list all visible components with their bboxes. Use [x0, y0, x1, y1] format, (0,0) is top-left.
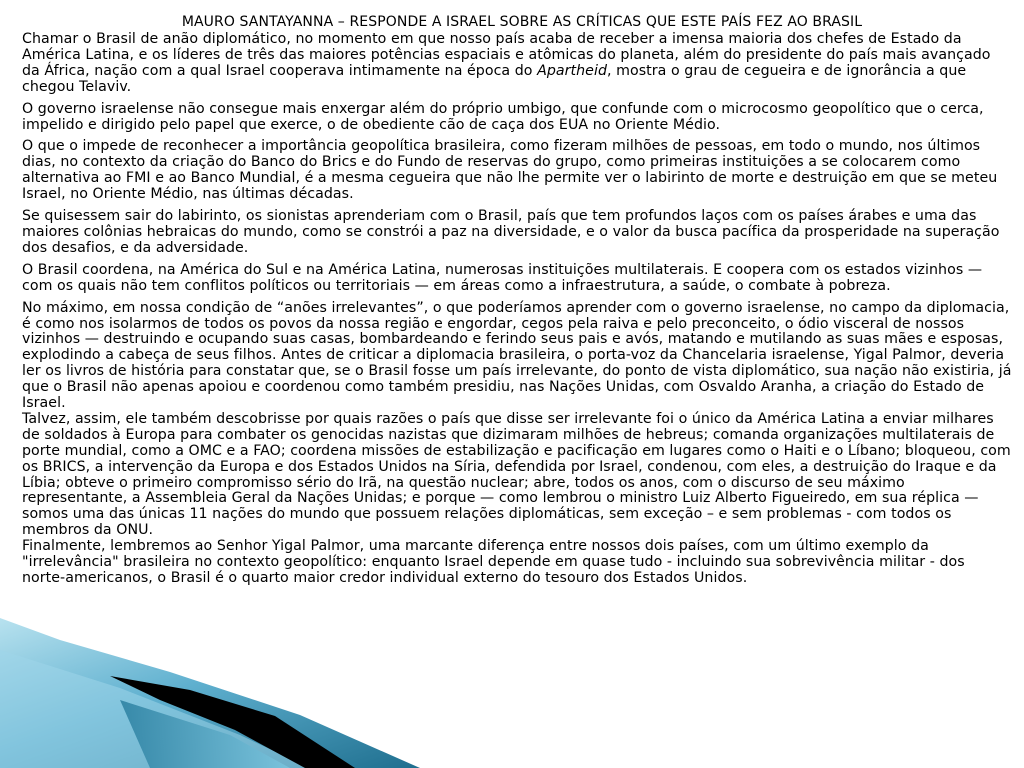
paragraph-2: O governo israelense não consegue mais enxergar além do próprio umbigo, que confunde com o microcosmo geopolítico que o cerca, impelido e dirigido pelo papel que exerce, o de obediente cão de caça dos EUA no Oriente Médio. [22, 100, 984, 133]
apartheid-italic: Apartheid [537, 62, 608, 79]
paragraph-8: Finalmente, lembremos ao Senhor Yigal Palmor, uma marcante diferença entre nossos dois países, com um último exemplo da "irrelevância" brasileira no contexto geopolítico: enquanto Israel depende em quase tudo - incluindo sua sobrevivência militar - dos norte-americanos, o Brasil é o quarto maior credor individual externo do tesouro dos Estados Unidos. [22, 538, 965, 586]
paragraph-1-text-end: , mostra o grau de cegueira e de ignorância a que chegou Telaviv. [22, 62, 967, 95]
paragraph-5: O Brasil coordena, na América do Sul e na América Latina, numerosas instituições multilaterais. E coopera com os estados vizinhos — com os quais não tem conflitos políticos ou territoriais — em áreas como a infraestrutura, a saúde, o combate à pobreza. [22, 261, 983, 294]
document-title: MAURO SANTAYANNA – RESPONDE A ISRAEL SOBRE AS CRÍTICAS QUE ESTE PAÍS FEZ AO BRASIL [181, 14, 863, 30]
paragraph-4: Se quisessem sair do labirinto, os sionistas aprenderiam com o Brasil, país que tem profundos laços com os países árabes e uma das maiores colônias hebraicas do mundo, como se constrói a paz na diversidade, e o valor da busca pacífica da prosperidade na superação dos desafios, e da adversidade. [22, 208, 1000, 256]
paragraph-7: Talvez, assim, ele também descobrisse por quais razões o país que disse ser irrelevante foi o único da América Latina a enviar milhares de soldados à Europa para combater os genocidas nazistas que dizimaram milhões de hebreus; comanda organizações multilaterais de porte mundial, como a OMC e a FAO; coordena missões de estabilização e pacificação em lugares como o Haiti e o Líbano; bloqueou, com os BRICS, a intervenção da Europa e dos Estados Unidos na Síria, defendida por Israel, condenou, com eles, a destruição do Iraque e da Líbia; obteve o primeiro compromisso sério do Irã, na questão nuclear; abre, todos os anos, com o discurso de seu máximo representante, a Assembleia Geral da Nações Unidas; e porque — como lembrou o ministro Luiz Alberto Figueiredo, em sua réplica — somos uma das únicas 11 nações do mundo que possuem relações diplomáticas, sem exceção – e sem problemas - com todos os membros da ONU. [22, 410, 1011, 539]
document-body [22, 14, 1012, 587]
paragraph-6: No máximo, em nossa condição de “anões irrelevantes”, o que poderíamos aprender com o governo israelense, no campo da diplomacia, é como nos isolarmos de todos os povos da nossa região e engordar, cegos pela raiva e pelo preconceito, o ódio visceral de nossos vizinhos — destruindo e ocupando suas casas, bombardeando e ferindo seus pais e avós, matando e mutilando as suas mães e esposas, explodindo a cabeça de seus filhos. Antes de criticar a diplomacia brasileira, o porta-voz da Chancelaria israelense, Yigal Palmor, deveria ler os livros de história para constatar que, se o Brasil fosse um país irrelevante, do ponto de vista diplomático, sua nação não existiria, já que o Brasil não apenas apoiou e coordenou como também presidiu, nas Nações Unidas, com Osvaldo Aranha, a criação do Estado de Israel. [22, 299, 1012, 412]
paragraph-3: O que o impede de reconhecer a importância geopolítica brasileira, como fizeram milhões de pessoas, em todo o mundo, nos últimos dias, no contexto da criação do Banco do Brics e do Fundo de reservas do grupo, como primeiras instituições a se colocarem como alternativa ao FMI e ao Banco Mundial, é a mesma cegueira que não lhe permite ver o labirinto de morte e destruição em que se meteu Israel, no Oriente Médio, nas últimas décadas. [22, 138, 998, 203]
paragraph-1 [22, 32, 1012, 96]
paragraph-1-text: Chamar o Brasil de anão diplomático, no momento em que nosso país acaba de receber a imensa maioria dos chefes de Estado da América Latina, e os líderes de três das maiores potências espaciais e atômicas do planeta, além do presidente do país mais avançado da África, nação com a qual Israel cooperava intimamente na época do [22, 31, 991, 79]
